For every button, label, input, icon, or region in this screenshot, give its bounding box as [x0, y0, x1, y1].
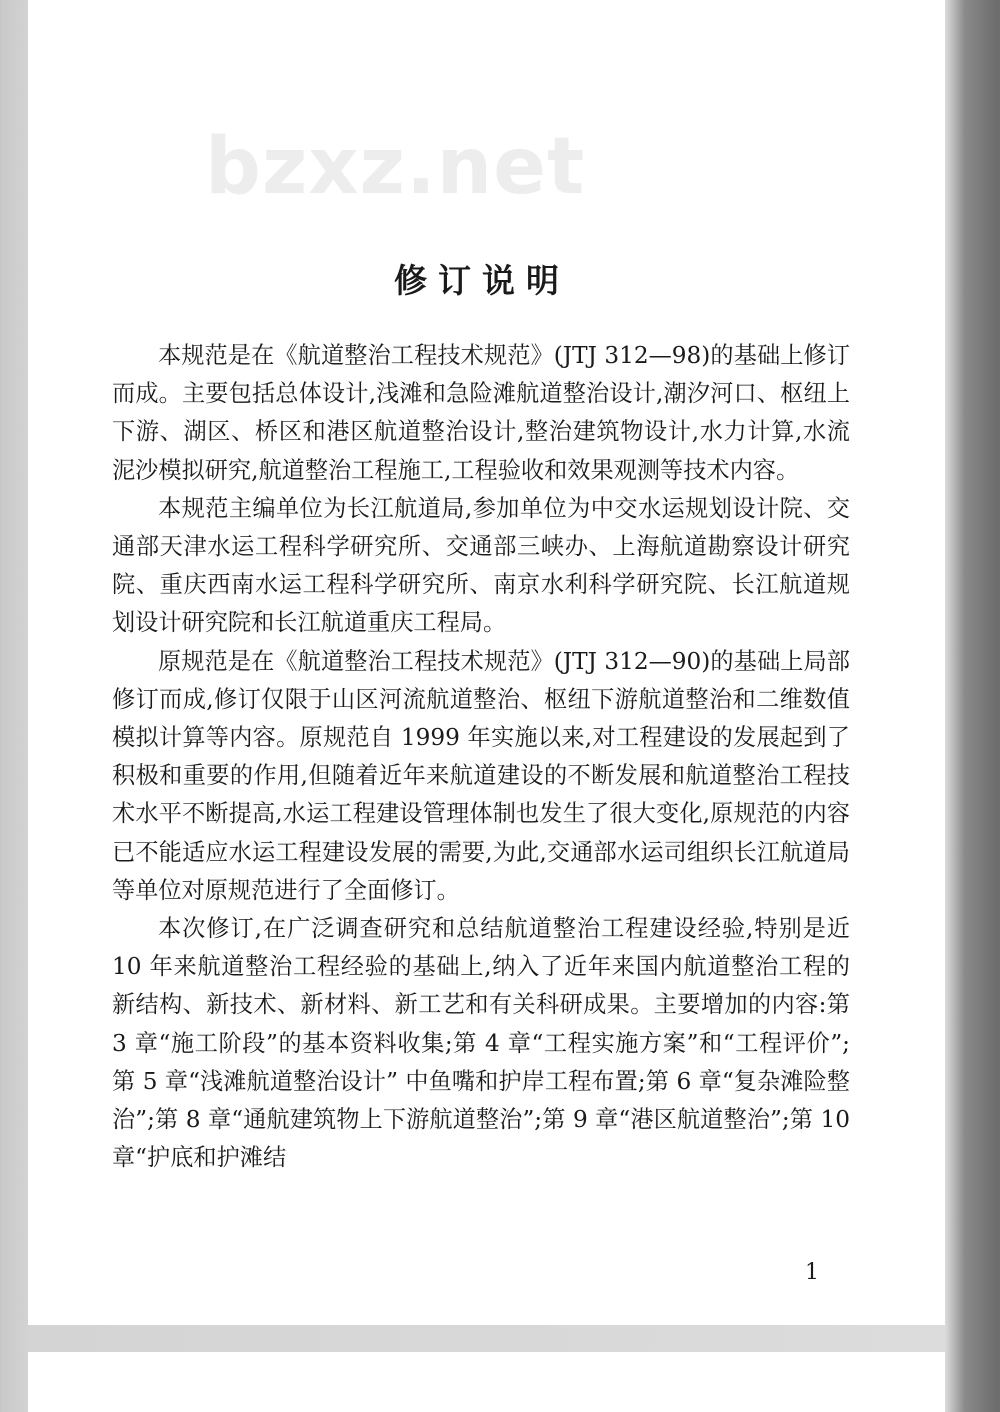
next-page-edge: [28, 1352, 945, 1412]
watermark: bzxz.net: [205, 122, 586, 212]
page-title: 修订说明: [394, 261, 570, 300]
document-body: [112, 337, 850, 1177]
paragraph: 本规范主编单位为长江航道局,参加单位为中交水运规划设计院、交通部天津水运工程科学研究所、交通部三峡办、上海航道勘察设计研究院、重庆西南水运工程科学研究所、南京水利科学研究院、长江航道规划设计研究院和长江航道重庆工程局。: [112, 494, 850, 637]
paragraph: 本次修订,在广泛调查研究和总结航道整治工程建设经验,特别是近 10 年来航道整治工程经验的基础上,纳入了近年来国内航道整治工程的新结构、新技术、新材料、新工艺和有关科研成果。主要增加的内容:第 3 章“施工阶段”的基本资料收集;第 4 章“工程实施方案”和“工程评价”;第 5 章“浅滩航道整治设计” 中鱼嘴和护岸工程布置;第 6 章“复杂滩险整治”;第 8 章“通航建筑物上下游航道整治”;第 9 章“港区航道整治”;第 10 章“护底和护滩结: [112, 915, 850, 1172]
paragraph: 原规范是在《航道整治工程技术规范》(JTJ 312—90)的基础上局部修订而成,修订仅限于山区河流航道整治、枢纽下游航道整治和二维数值模拟计算等内容。原规范自 1999 年实施以来,对工程建设的发展起到了积极和重要的作用,但随着近年来航道建设的不断发展和航道整治工程技术水平不断提高,水运工程建设管理体制也发生了很大变化,原规范的内容已不能适应水运工程建设发展的需要,为此,交通部水运司组织长江航道局等单位对原规范进行了全面修订。: [112, 647, 850, 904]
paragraph: 本规范是在《航道整治工程技术规范》(JTJ 312—98)的基础上修订而成。主要包括总体设计,浅滩和急险滩航道整治设计,潮汐河口、枢纽上下游、湖区、桥区和港区航道整治设计,整治建筑物设计,水力计算,水流泥沙模拟研究,航道整治工程施工,工程验收和效果观测等技术内容。: [112, 342, 850, 484]
page-number: 1: [805, 1260, 819, 1285]
